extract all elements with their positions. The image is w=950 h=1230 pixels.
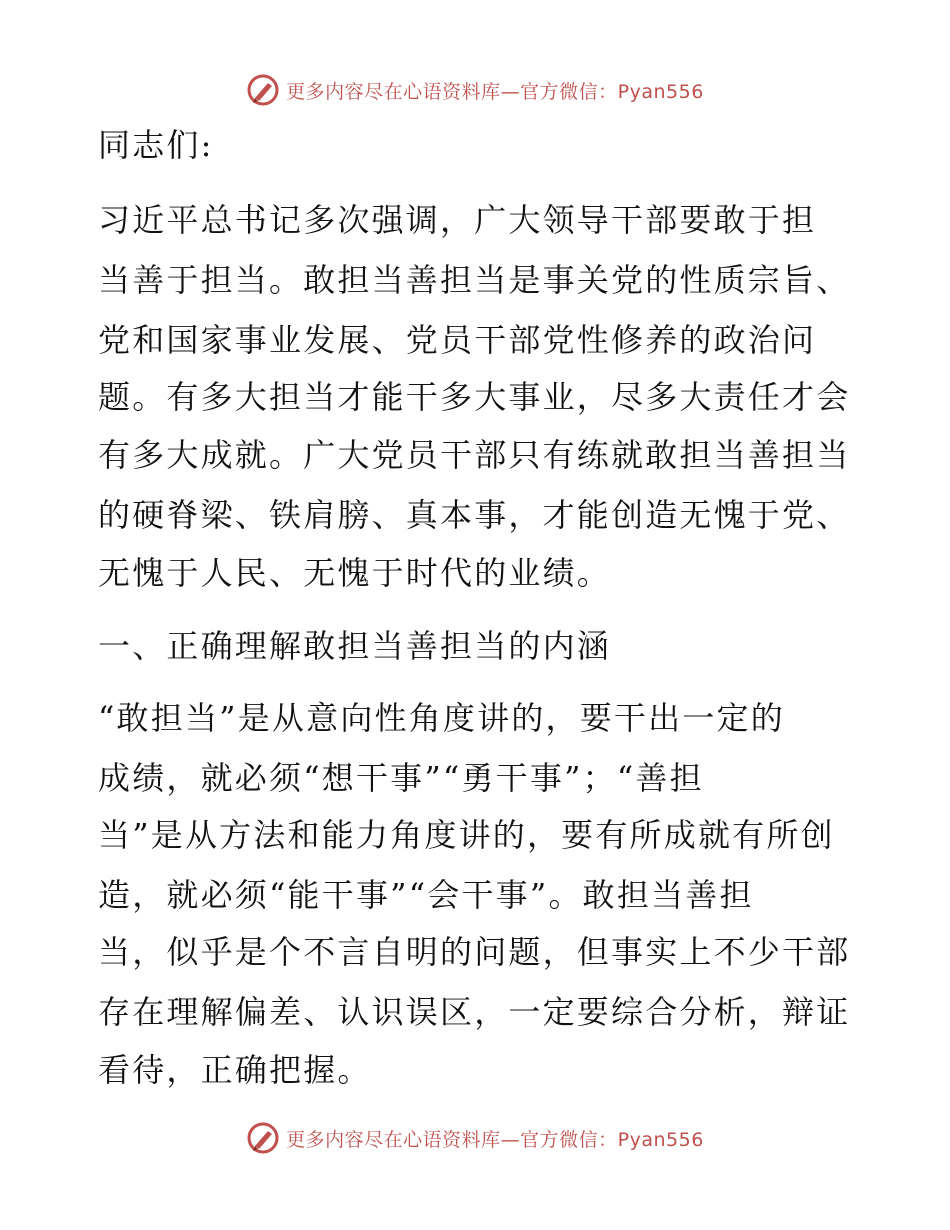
paragraph-line: 的硬脊梁、铁肩膀、真本事，才能创造无愧于党、 — [98, 496, 851, 534]
paragraph-line: 看待，正确把握。 — [98, 1051, 372, 1089]
paragraph-line: 造，就必须“能干事”“会干事”。敢担当善担 — [98, 876, 754, 914]
paragraph-line: 题。有多大担当才能干多大事业，尽多大责任才会 — [98, 378, 851, 416]
paragraph-line: 当，似乎是个不言自明的问题，但事实上不少干部 — [98, 933, 851, 971]
paragraph-line: “敢担当”是从意向性角度讲的，要干出一定的 — [98, 699, 785, 737]
paragraph-line: 有多大成就。广大党员干部只有练就敢担当善担当 — [98, 436, 851, 474]
paragraph-line: 成绩，就必须“想干事”“勇干事”；“善担 — [98, 759, 704, 797]
footer-watermark-banner — [0, 1118, 950, 1158]
banner-text: 更多内容尽在心语资料库—官方微信：Pyan556 — [286, 1128, 704, 1151]
banner-text: 更多内容尽在心语资料库—官方微信：Pyan556 — [286, 80, 704, 103]
paragraph-line: 存在理解偏差、认识误区，一定要综合分析，辩证 — [98, 993, 851, 1031]
paragraph-line: 党和国家事业发展、党员干部党性修养的政治问 — [98, 321, 817, 359]
greeting: 同志们: — [98, 126, 214, 164]
paragraph-line: 习近平总书记多次强调，广大领导干部要敢于担 — [98, 201, 817, 239]
pen-logo-icon — [246, 1121, 280, 1155]
section-heading: 一、正确理解敢担当善担当的内涵 — [98, 627, 612, 665]
paragraph-line: 无愧于人民、无愧于时代的业绩。 — [98, 554, 612, 592]
paragraph-line: 当”是从方法和能力角度讲的，要有所成就有所创 — [98, 816, 835, 854]
paragraph-line: 当善于担当。敢担当善担当是事关党的性质宗旨、 — [98, 261, 851, 299]
